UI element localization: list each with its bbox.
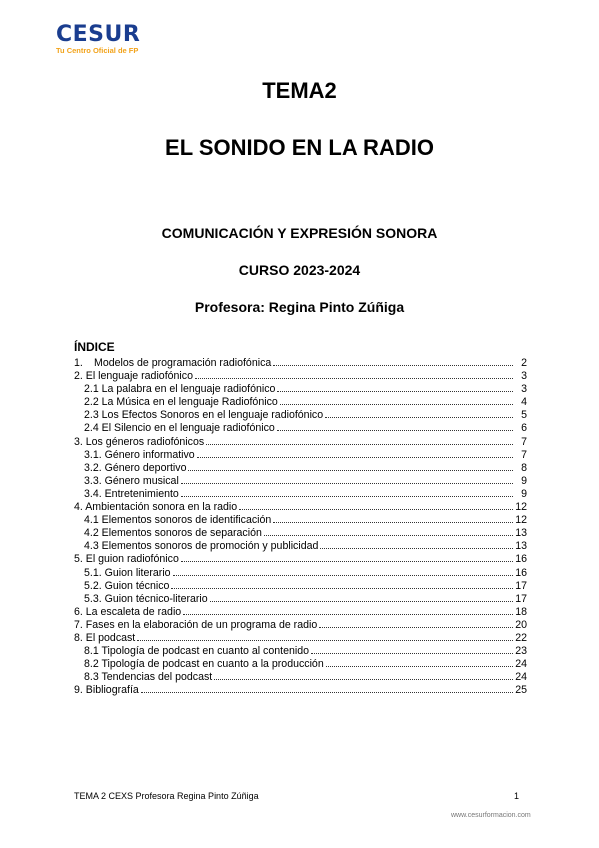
toc-entry-page: 24 (515, 658, 527, 671)
toc-dot-leader (280, 395, 513, 405)
toc-heading: ÍNDICE (74, 340, 115, 354)
logo-wordmark: CESUR (56, 22, 141, 47)
toc-entry[interactable] (74, 408, 527, 421)
toc-dot-leader (181, 487, 513, 497)
logo-tagline: Tu Centro Oficial de FP (56, 46, 139, 55)
footer-text: TEMA 2 CEXS Profesora Regina Pinto Zúñiga (74, 791, 259, 801)
toc-entry-label: 3.2. Género deportivo (84, 461, 187, 474)
toc-entry[interactable] (74, 618, 527, 631)
course-year: CURSO 2023-2024 (238, 262, 361, 278)
toc-dot-leader (188, 461, 513, 471)
document-title: EL SONIDO EN LA RADIO (165, 135, 434, 160)
toc-entry-page: 3 (521, 383, 527, 396)
toc-entry[interactable] (74, 448, 527, 461)
toc-entry[interactable] (74, 500, 527, 513)
toc-entry-label: 5.3. Guion técnico-literario (84, 592, 208, 605)
toc-dot-leader (141, 683, 513, 693)
toc-entry[interactable] (74, 605, 527, 618)
toc-entry-label: 8.1 Tipología de podcast en cuanto al contenido (84, 645, 309, 658)
toc-entry-label: 3.3. Género musical (84, 474, 179, 487)
toc-entry-label: 3. Los géneros radiofónicos (74, 435, 205, 448)
toc-entry[interactable] (74, 356, 527, 369)
toc-entry[interactable] (74, 513, 527, 526)
toc-entry[interactable] (74, 670, 527, 683)
toc-dot-leader (171, 579, 513, 589)
toc-dot-leader (173, 566, 513, 576)
toc-entry-label: 6. La escaleta de radio (74, 605, 182, 618)
toc-dot-leader (210, 592, 513, 602)
toc-entry-page: 20 (515, 618, 527, 631)
toc-entry[interactable] (74, 644, 527, 657)
toc-entry-label: 3.4. Entretenimiento (84, 487, 179, 500)
toc-entry-page: 24 (515, 671, 527, 684)
toc-entry-label: 2.2 La Música en el lenguaje Radiofónico (84, 396, 278, 409)
toc-dot-leader (197, 448, 513, 458)
toc-entry-label: 4.2 Elementos sonoros de separación (84, 527, 262, 540)
toc-entry[interactable] (74, 382, 527, 395)
toc-entry-label: 9. Bibliografía (74, 684, 139, 697)
toc-entry-label: 3.1. Género informativo (84, 448, 195, 461)
toc-entry-label: 4. Ambientación sonora en la radio (74, 501, 238, 514)
toc-entry[interactable] (74, 539, 527, 552)
toc-entry-label: 8.2 Tipología de podcast en cuanto a la producción (84, 658, 324, 671)
toc-entry-page: 13 (515, 540, 527, 553)
toc-entry-page: 7 (521, 435, 527, 448)
toc-dot-leader (311, 644, 513, 654)
toc-entry-page: 18 (515, 605, 527, 618)
toc-entry-page: 25 (515, 684, 527, 697)
toc-entry-page: 17 (515, 592, 527, 605)
toc-entry-number: 1. (74, 357, 83, 369)
toc-entry-page: 16 (515, 553, 527, 566)
footer-page-number: 1 (514, 791, 520, 801)
toc-entry-page: 5 (521, 409, 527, 422)
toc-entry-label: 5.2. Guion técnico (84, 579, 170, 592)
toc-entry[interactable] (74, 474, 527, 487)
toc-entry-page: 17 (515, 579, 527, 592)
toc-entry-label: 5. El guion radiofónico (74, 553, 179, 566)
toc-entry[interactable] (74, 579, 527, 592)
toc-entry[interactable] (74, 526, 527, 539)
toc-entry-page: 6 (521, 422, 527, 435)
table-of-contents (74, 356, 527, 696)
toc-entry-label: 7. Fases en la elaboración de un programa de radio (74, 618, 318, 631)
toc-entry[interactable] (74, 631, 527, 644)
toc-entry[interactable] (74, 683, 527, 696)
toc-dot-leader (137, 631, 513, 641)
toc-dot-leader (264, 526, 513, 536)
toc-entry-label: Modelos de programación radiofónica (94, 357, 272, 369)
toc-entry-label: 2.1 La palabra en el lenguaje radiofónico (84, 383, 276, 396)
subject-name: COMUNICACIÓN Y EXPRESIÓN SONORA (161, 225, 438, 241)
toc-entry-page: 22 (515, 631, 527, 644)
toc-dot-leader (273, 356, 513, 366)
toc-entry[interactable] (74, 461, 527, 474)
toc-entry-label: 2.3 Los Efectos Sonoros en el lenguaje radiofónico (84, 409, 324, 422)
toc-entry-page: 3 (521, 370, 527, 383)
toc-entry[interactable] (74, 435, 527, 448)
toc-entry[interactable] (74, 369, 527, 382)
toc-entry[interactable] (74, 395, 527, 408)
toc-entry-page: 9 (521, 487, 527, 500)
toc-entry[interactable] (74, 566, 527, 579)
toc-entry[interactable] (74, 552, 527, 565)
teacher-name: Profesora: Regina Pinto Zúñiga (194, 299, 405, 315)
toc-dot-leader (214, 670, 513, 680)
toc-dot-leader (277, 421, 513, 431)
toc-dot-leader (183, 605, 513, 615)
toc-entry-label: 8.3 Tendencias del podcast (84, 671, 213, 684)
toc-entry-page: 9 (521, 474, 527, 487)
toc-dot-leader (239, 500, 513, 510)
toc-entry-page: 23 (515, 645, 527, 658)
toc-dot-leader (273, 513, 513, 523)
toc-entry-label: 4.1 Elementos sonoros de identificación (84, 514, 272, 527)
toc-entry-page: 12 (515, 514, 527, 527)
toc-dot-leader (195, 369, 513, 379)
toc-entry[interactable] (74, 592, 527, 605)
toc-dot-leader (277, 382, 513, 392)
toc-dot-leader (320, 539, 513, 549)
toc-dot-leader (319, 618, 513, 628)
toc-entry-page: 13 (515, 527, 527, 540)
toc-entry-page: 16 (515, 566, 527, 579)
toc-entry[interactable] (74, 487, 527, 500)
toc-entry-page: 8 (521, 461, 527, 474)
toc-entry[interactable] (74, 421, 527, 434)
toc-entry-label: 4.3 Elementos sonoros de promoción y publicidad (84, 540, 319, 553)
toc-entry-page: 4 (521, 396, 527, 409)
cesur-logo (56, 24, 140, 55)
toc-entry-label: 2. El lenguaje radiofónico (74, 370, 193, 383)
toc-dot-leader (181, 474, 513, 484)
toc-dot-leader (206, 435, 513, 445)
toc-dot-leader (181, 552, 513, 562)
toc-entry-page: 2 (521, 357, 527, 369)
topic-title: TEMA2 (262, 78, 337, 103)
toc-dot-leader (326, 657, 513, 667)
toc-entry-page: 7 (521, 448, 527, 461)
toc-entry-label: 2.4 El Silencio en el lenguaje radiofónico (84, 422, 275, 435)
toc-entry-label: 8. El podcast (74, 631, 136, 644)
toc-entry-page: 12 (515, 501, 527, 514)
toc-dot-leader (325, 408, 513, 418)
toc-entry-label: 5.1. Guion literario (84, 566, 171, 579)
toc-entry[interactable] (74, 657, 527, 670)
footer-url: www.cesurformacion.com (451, 812, 531, 819)
